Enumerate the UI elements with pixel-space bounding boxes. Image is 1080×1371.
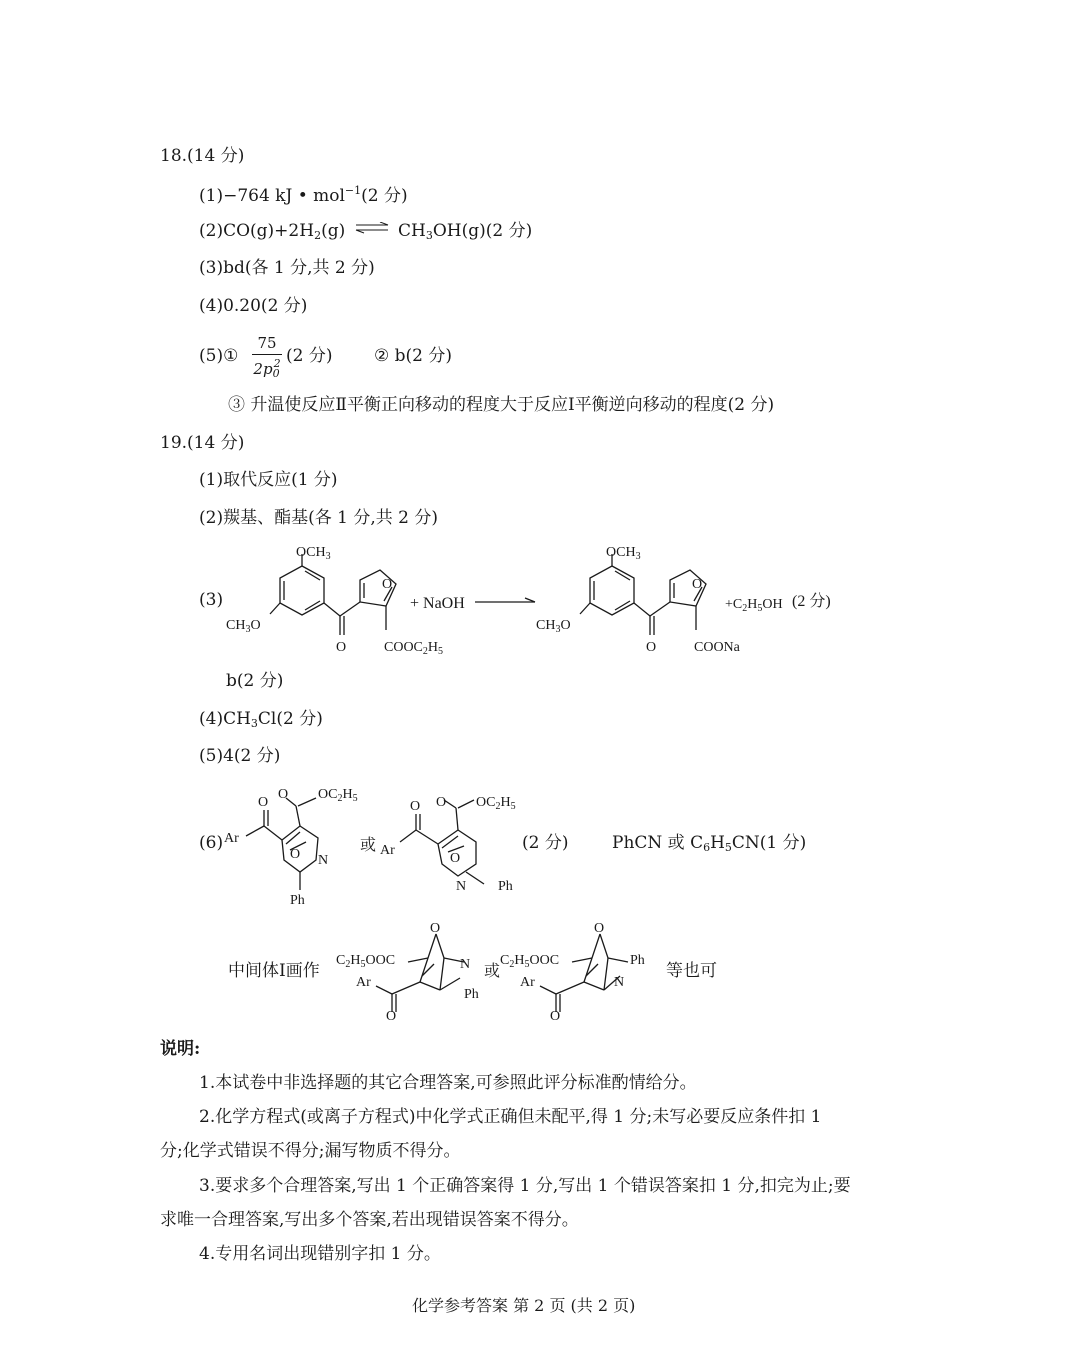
q19-part6-label: (6) (199, 833, 224, 853)
q18-part1: (1)−764 kJ • mol$^{-1}$(2 分) (199, 184, 408, 206)
naoh-label: + NaOH (410, 595, 465, 612)
note-1: 1.本试卷中非选择题的其它合理答案,可参照此评分标准酌情给分。 (199, 1073, 697, 1093)
ketone-o-label-product: O (646, 640, 657, 655)
n-label-6a: N (318, 853, 329, 868)
reactant-structure (270, 554, 396, 635)
ph-label-i2: Ph (630, 953, 645, 968)
note-2a: 2.化学方程式(或离子方程式)中化学式正确但未配平,得 1 分;未写必要反应条件扣 1 (199, 1107, 822, 1127)
ester-label-i1: $C_2H_5OOC$ (336, 953, 396, 970)
q18-part4: (4)0.20(2 分) (199, 296, 308, 316)
structures-6 (220, 780, 560, 910)
n-label-6b: N (456, 879, 467, 894)
q18-part3: (3)bd(各 1 分,共 2 分) (199, 258, 375, 278)
note-3b: 求唯一合理答案,写出多个答案,若出现错误答案不得分。 (160, 1210, 579, 1230)
ester-label: $COOC_2H_5$ (384, 640, 444, 657)
equilibrium-arrow-icon (355, 222, 389, 234)
oc2h5-label-6b: $OC_2H_5$ (476, 795, 516, 812)
furan-o-label: O (382, 577, 393, 592)
ethanol-label: $+C_2H_5OH$ (725, 597, 783, 614)
note-4: 4.专用名词出现错别字扣 1 分。 (199, 1244, 441, 1264)
q18-header: 18.(14 分) (160, 146, 245, 166)
q19-part1: (1)取代反应(1 分) (199, 470, 338, 490)
reaction-arrow-icon (475, 598, 535, 602)
och3-label-product: $OCH_3$ (606, 545, 641, 562)
ch3o-label: $CH_3O$ (226, 618, 261, 635)
q19-part6-end: 等也可 (666, 961, 717, 981)
ar-label-i2: Ar (520, 975, 535, 990)
q19-part5: (5)4(2 分) (199, 746, 281, 766)
notes-title: 说明: (160, 1039, 201, 1059)
structure-6a (246, 798, 318, 890)
or-label-6: 或 (360, 837, 377, 854)
o-label-6a-ester: O (278, 787, 289, 802)
ch3o-label-product: $CH_3O$ (536, 618, 571, 635)
ph-label-6b: Ph (498, 879, 513, 894)
n-label-i2: N (614, 975, 625, 990)
oc2h5-label-6a: $OC_2H_5$ (318, 787, 358, 804)
scheme-3-score: (2 分) (792, 593, 831, 610)
ph-label-i1: Ph (464, 987, 479, 1002)
q19-part2: (2)羰基、酯基(各 1 分,共 2 分) (199, 508, 438, 528)
intermediate-2 (540, 934, 628, 1012)
product-structure (580, 554, 706, 635)
q18-part5-score: (2 分) (286, 346, 333, 366)
furan-o-label-product: O (692, 577, 703, 592)
q18-part5-b: ② b(2 分) (374, 346, 453, 366)
o-label-i1: O (386, 1009, 397, 1024)
bridge-o-label-6a: O (290, 847, 301, 862)
note-3a: 3.要求多个合理答案,写出 1 个正确答案得 1 分,写出 1 个错误答案扣 1 分,扣完为止;要 (199, 1176, 851, 1196)
q19-part6-mid: 中间体Ⅰ画作 (228, 961, 320, 981)
q19-part6-phcn: PhCN 或 $C_6H_5CN(1$ 分) (612, 833, 807, 854)
intermediate-1 (376, 934, 464, 1012)
ester-label-i2: $C_2H_5OOC$ (500, 953, 560, 970)
q19-part6-score: (2 分) (522, 833, 569, 853)
bridge-o-label-i2: O (594, 921, 605, 936)
q19-part4: $(4)CH_3Cl(2$ 分) (199, 709, 323, 730)
page-footer: 化学参考答案 第 2 页 (共 2 页) (412, 1296, 636, 1315)
reaction-scheme-3 (220, 540, 840, 660)
or-label-i: 或 (484, 963, 501, 980)
q18-part5-c: ③ 升温使反应Ⅱ平衡正向移动的程度大于反应Ⅰ平衡逆向移动的程度(2 分) (228, 395, 775, 415)
coona-label: COONa (694, 640, 740, 655)
n-label-i1: N (460, 957, 471, 972)
note-2b: 分;化学式错误不得分;漏写物质不得分。 (160, 1141, 461, 1161)
q18-part2: $(2)CO(g)+2H_2(g)$ $CH_3OH(g)(2$ 分) (199, 221, 533, 242)
q19-part3-label: (3) (199, 590, 224, 610)
q19-header: 19.(14 分) (160, 433, 245, 453)
ar-label-6a: Ar (224, 831, 239, 846)
q18-part5-label: (5)① (199, 346, 239, 366)
och3-label: $OCH_3$ (296, 545, 331, 562)
ketone-o-label: O (336, 640, 347, 655)
bridge-o-label-i1: O (430, 921, 441, 936)
ar-label-i1: Ar (356, 975, 371, 990)
o-label-6b-ester: O (436, 795, 447, 810)
q19-part3-b: b(2 分) (226, 671, 284, 691)
ar-label-6b: Ar (380, 843, 395, 858)
ph-label-6a: Ph (290, 893, 305, 908)
o-label-6a-ketone: O (258, 795, 269, 810)
bridge-o-label-6b: O (450, 851, 461, 866)
o-label-6b-ketone: O (410, 799, 421, 814)
q18-part5-fraction: 75 $2p_0^2$ (253, 334, 281, 380)
o-label-i2: O (550, 1009, 561, 1024)
